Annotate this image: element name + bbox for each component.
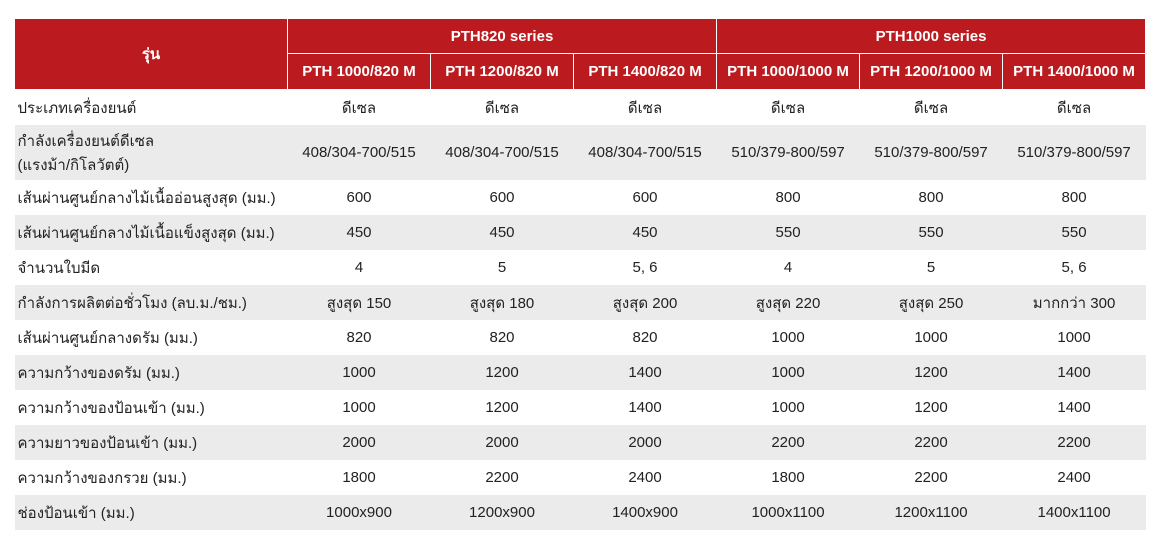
table-cell: สูงสุด 200 bbox=[574, 285, 717, 320]
table-row bbox=[15, 495, 1146, 530]
table-row bbox=[15, 355, 1146, 390]
table-cell: 820 bbox=[431, 320, 574, 355]
spec-table bbox=[14, 18, 1146, 530]
table-cell: 1800 bbox=[717, 460, 860, 495]
table-cell: 1000 bbox=[860, 320, 1003, 355]
table-cell: มากกว่า 300 bbox=[1003, 285, 1146, 320]
table-cell: ดีเซล bbox=[574, 90, 717, 126]
row-label-text: ช่องป้อนเข้า (มม.) bbox=[17, 504, 135, 522]
table-cell: 1000 bbox=[717, 390, 860, 425]
table-cell: 408/304-700/515 bbox=[431, 125, 574, 180]
spec-table-body bbox=[15, 90, 1146, 531]
row-label-text: ความกว้างของกรวย (มม.) bbox=[17, 469, 187, 487]
table-cell: 450 bbox=[288, 215, 431, 250]
row-label bbox=[15, 425, 288, 460]
table-cell: 450 bbox=[431, 215, 574, 250]
table-cell: 600 bbox=[288, 180, 431, 215]
table-cell: 1000 bbox=[288, 355, 431, 390]
row-label-text: ความยาวของป้อนเข้า (มม.) bbox=[17, 434, 198, 452]
table-cell: 5, 6 bbox=[1003, 250, 1146, 285]
table-cell: 2000 bbox=[574, 425, 717, 460]
model-header-cell: PTH 1400/1000 M bbox=[1003, 54, 1146, 90]
table-row bbox=[15, 285, 1146, 320]
table-row bbox=[15, 425, 1146, 460]
model-header-cell: PTH 1400/820 M bbox=[574, 54, 717, 90]
row-label bbox=[15, 495, 288, 530]
model-header-cell: PTH 1200/820 M bbox=[431, 54, 574, 90]
table-row bbox=[15, 90, 1146, 126]
table-cell: 2200 bbox=[860, 460, 1003, 495]
table-cell: ดีเซล bbox=[431, 90, 574, 126]
table-cell: 1200 bbox=[860, 355, 1003, 390]
table-cell: 820 bbox=[288, 320, 431, 355]
table-cell: 1400 bbox=[1003, 355, 1146, 390]
table-cell: 1000 bbox=[288, 390, 431, 425]
row-label bbox=[15, 180, 288, 215]
table-cell: 2000 bbox=[431, 425, 574, 460]
table-cell: 1000x900 bbox=[288, 495, 431, 530]
table-cell: ดีเซล bbox=[1003, 90, 1146, 126]
row-label bbox=[15, 250, 288, 285]
table-cell: 1400x900 bbox=[574, 495, 717, 530]
table-row bbox=[15, 320, 1146, 355]
table-cell: 1800 bbox=[288, 460, 431, 495]
table-cell: 5 bbox=[860, 250, 1003, 285]
row-label-text: จำนวนใบมีด bbox=[17, 259, 101, 277]
table-cell: ดีเซล bbox=[288, 90, 431, 126]
table-cell: 1200 bbox=[860, 390, 1003, 425]
row-label-text: กำลังเครื่องยนต์ดีเซล bbox=[17, 132, 155, 150]
table-cell: 1400 bbox=[574, 355, 717, 390]
table-row bbox=[15, 215, 1146, 250]
table-cell: สูงสุด 220 bbox=[717, 285, 860, 320]
table-row bbox=[15, 180, 1146, 215]
table-cell: 800 bbox=[860, 180, 1003, 215]
row-label bbox=[15, 285, 288, 320]
table-cell: 2200 bbox=[431, 460, 574, 495]
table-cell: สูงสุด 180 bbox=[431, 285, 574, 320]
table-cell: 1000 bbox=[1003, 320, 1146, 355]
row-label bbox=[15, 320, 288, 355]
row-label-text: กำลังการผลิตต่อชั่วโมง (ลบ.ม./ชม.) bbox=[17, 294, 247, 312]
table-cell: 2200 bbox=[1003, 425, 1146, 460]
table-cell: 510/379-800/597 bbox=[717, 125, 860, 180]
header-row-groups bbox=[15, 19, 1146, 54]
table-cell: 2200 bbox=[860, 425, 1003, 460]
table-cell: 510/379-800/597 bbox=[860, 125, 1003, 180]
row-label bbox=[15, 125, 288, 180]
table-cell: สูงสุด 250 bbox=[860, 285, 1003, 320]
table-row bbox=[15, 125, 1146, 180]
row-label-text: เส้นผ่านศูนย์กลางดรัม (มม.) bbox=[17, 329, 198, 347]
spec-table-container bbox=[14, 18, 1146, 530]
table-cell: 1000 bbox=[717, 320, 860, 355]
table-cell: 2400 bbox=[1003, 460, 1146, 495]
table-cell: 4 bbox=[717, 250, 860, 285]
table-cell: 1400 bbox=[574, 390, 717, 425]
table-cell: 510/379-800/597 bbox=[1003, 125, 1146, 180]
table-cell: ดีเซล bbox=[860, 90, 1003, 126]
table-cell: 408/304-700/515 bbox=[288, 125, 431, 180]
row-label bbox=[15, 355, 288, 390]
table-cell: 5 bbox=[431, 250, 574, 285]
table-cell: 450 bbox=[574, 215, 717, 250]
group-header-pth1000: PTH1000 series bbox=[717, 19, 1146, 54]
row-label bbox=[15, 215, 288, 250]
group-header-pth820: PTH820 series bbox=[288, 19, 717, 54]
model-header: รุ่น bbox=[15, 19, 288, 90]
row-label bbox=[15, 390, 288, 425]
table-cell: 2200 bbox=[717, 425, 860, 460]
table-cell: 800 bbox=[1003, 180, 1146, 215]
table-cell: 1400 bbox=[1003, 390, 1146, 425]
table-cell: 550 bbox=[860, 215, 1003, 250]
table-cell: 550 bbox=[717, 215, 860, 250]
model-header-cell: PTH 1000/1000 M bbox=[717, 54, 860, 90]
table-cell: 2400 bbox=[574, 460, 717, 495]
row-label-text: ความกว้างของป้อนเข้า (มม.) bbox=[17, 399, 205, 417]
table-cell: 1200 bbox=[431, 355, 574, 390]
table-cell: ดีเซล bbox=[717, 90, 860, 126]
table-cell: 5, 6 bbox=[574, 250, 717, 285]
row-label-text-line2: (แรงม้า/กิโลวัตต์) bbox=[17, 156, 130, 174]
table-cell: 800 bbox=[717, 180, 860, 215]
table-cell: 1400x1100 bbox=[1003, 495, 1146, 530]
table-cell: 1200x1100 bbox=[860, 495, 1003, 530]
row-label-text: ความกว้างของดรัม (มม.) bbox=[17, 364, 180, 382]
table-cell: 1200x900 bbox=[431, 495, 574, 530]
table-row bbox=[15, 460, 1146, 495]
table-row bbox=[15, 250, 1146, 285]
table-cell: 1200 bbox=[431, 390, 574, 425]
table-cell: สูงสุด 150 bbox=[288, 285, 431, 320]
table-cell: 550 bbox=[1003, 215, 1146, 250]
model-header-cell: PTH 1200/1000 M bbox=[860, 54, 1003, 90]
row-label bbox=[15, 460, 288, 495]
row-label-text: ประเภทเครื่องยนต์ bbox=[17, 99, 137, 117]
table-cell: 600 bbox=[574, 180, 717, 215]
row-label-text: เส้นผ่านศูนย์กลางไม้เนื้อแข็งสูงสุด (มม.) bbox=[17, 224, 275, 242]
table-cell: 4 bbox=[288, 250, 431, 285]
table-cell: 1000x1100 bbox=[717, 495, 860, 530]
model-header-cell: PTH 1000/820 M bbox=[288, 54, 431, 90]
table-cell: 408/304-700/515 bbox=[574, 125, 717, 180]
row-label bbox=[15, 90, 288, 126]
table-cell: 600 bbox=[431, 180, 574, 215]
table-cell: 2000 bbox=[288, 425, 431, 460]
table-cell: 820 bbox=[574, 320, 717, 355]
table-cell: 1000 bbox=[717, 355, 860, 390]
row-label-text: เส้นผ่านศูนย์กลางไม้เนื้ออ่อนสูงสุด (มม.) bbox=[17, 189, 276, 207]
table-row bbox=[15, 390, 1146, 425]
